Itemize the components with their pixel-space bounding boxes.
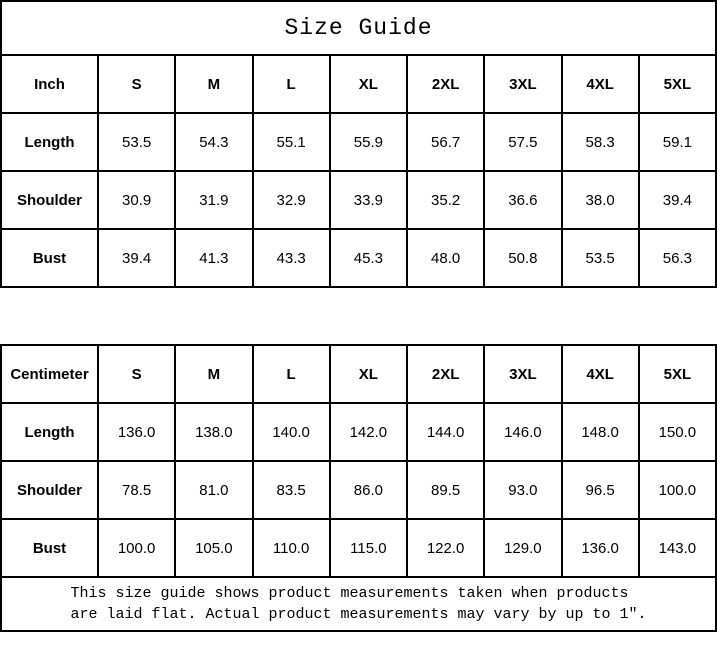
- footnote-row: [1, 577, 716, 631]
- measurement-cell: 58.3: [562, 113, 639, 171]
- measurement-cell: 54.3: [175, 113, 252, 171]
- measurement-cell: 129.0: [484, 519, 561, 577]
- page-title: Size Guide: [1, 1, 716, 55]
- row-label: Shoulder: [1, 171, 98, 229]
- footnote-line-2: are laid flat. Actual product measurements may vary by up to 1″.: [70, 606, 647, 623]
- size-column-header: S: [98, 345, 175, 403]
- measurement-cell: 45.3: [330, 229, 407, 287]
- footnote-line-1: This size guide shows product measurements taken when products: [70, 585, 629, 602]
- centimeter-length-row: [1, 403, 716, 461]
- measurement-cell: 39.4: [98, 229, 175, 287]
- centimeter-size-table: [0, 344, 717, 632]
- title-row: [1, 1, 716, 55]
- size-column-header: 3XL: [484, 345, 561, 403]
- measurement-cell: 41.3: [175, 229, 252, 287]
- measurement-cell: 150.0: [639, 403, 716, 461]
- inch-shoulder-row: [1, 171, 716, 229]
- measurement-cell: 59.1: [639, 113, 716, 171]
- size-column-header: 4XL: [562, 345, 639, 403]
- measurement-cell: 56.7: [407, 113, 484, 171]
- size-column-header: XL: [330, 345, 407, 403]
- measurement-cell: 78.5: [98, 461, 175, 519]
- measurement-cell: 96.5: [562, 461, 639, 519]
- size-column-header: M: [175, 55, 252, 113]
- measurement-cell: 89.5: [407, 461, 484, 519]
- inch-header-row: [1, 55, 716, 113]
- measurement-cell: 53.5: [562, 229, 639, 287]
- measurement-cell: 143.0: [639, 519, 716, 577]
- measurement-cell: 35.2: [407, 171, 484, 229]
- measurement-cell: 55.1: [253, 113, 330, 171]
- measurement-cell: 48.0: [407, 229, 484, 287]
- measurement-cell: 32.9: [253, 171, 330, 229]
- measurement-cell: 136.0: [562, 519, 639, 577]
- size-column-header: 3XL: [484, 55, 561, 113]
- size-column-header: 4XL: [562, 55, 639, 113]
- size-column-header: L: [253, 345, 330, 403]
- unit-header-centimeter: Centimeter: [1, 345, 98, 403]
- row-label: Length: [1, 113, 98, 171]
- size-column-header: S: [98, 55, 175, 113]
- size-column-header: 5XL: [639, 55, 716, 113]
- footnote-text: [70, 583, 646, 625]
- measurement-cell: 122.0: [407, 519, 484, 577]
- measurement-cell: 148.0: [562, 403, 639, 461]
- size-column-header: 2XL: [407, 55, 484, 113]
- measurement-cell: 57.5: [484, 113, 561, 171]
- footnote-cell: [1, 577, 716, 631]
- centimeter-header-row: [1, 345, 716, 403]
- size-column-header: L: [253, 55, 330, 113]
- measurement-cell: 55.9: [330, 113, 407, 171]
- measurement-cell: 146.0: [484, 403, 561, 461]
- size-column-header: 5XL: [639, 345, 716, 403]
- measurement-cell: 33.9: [330, 171, 407, 229]
- measurement-cell: 81.0: [175, 461, 252, 519]
- centimeter-shoulder-row: [1, 461, 716, 519]
- measurement-cell: 36.6: [484, 171, 561, 229]
- size-column-header: M: [175, 345, 252, 403]
- measurement-cell: 110.0: [253, 519, 330, 577]
- measurement-cell: 38.0: [562, 171, 639, 229]
- measurement-cell: 140.0: [253, 403, 330, 461]
- size-column-header: 2XL: [407, 345, 484, 403]
- measurement-cell: 138.0: [175, 403, 252, 461]
- centimeter-bust-row: [1, 519, 716, 577]
- measurement-cell: 56.3: [639, 229, 716, 287]
- measurement-cell: 115.0: [330, 519, 407, 577]
- row-label: Bust: [1, 519, 98, 577]
- measurement-cell: 93.0: [484, 461, 561, 519]
- measurement-cell: 50.8: [484, 229, 561, 287]
- inch-length-row: [1, 113, 716, 171]
- row-label: Length: [1, 403, 98, 461]
- measurement-cell: 100.0: [639, 461, 716, 519]
- measurement-cell: 86.0: [330, 461, 407, 519]
- measurement-cell: 100.0: [98, 519, 175, 577]
- measurement-cell: 43.3: [253, 229, 330, 287]
- row-label: Bust: [1, 229, 98, 287]
- measurement-cell: 53.5: [98, 113, 175, 171]
- unit-header-inch: Inch: [1, 55, 98, 113]
- measurement-cell: 30.9: [98, 171, 175, 229]
- table-gap: [0, 288, 717, 344]
- measurement-cell: 136.0: [98, 403, 175, 461]
- inch-bust-row: [1, 229, 716, 287]
- measurement-cell: 31.9: [175, 171, 252, 229]
- measurement-cell: 83.5: [253, 461, 330, 519]
- measurement-cell: 39.4: [639, 171, 716, 229]
- measurement-cell: 142.0: [330, 403, 407, 461]
- measurement-cell: 105.0: [175, 519, 252, 577]
- row-label: Shoulder: [1, 461, 98, 519]
- size-column-header: XL: [330, 55, 407, 113]
- inch-size-table: [0, 0, 717, 288]
- measurement-cell: 144.0: [407, 403, 484, 461]
